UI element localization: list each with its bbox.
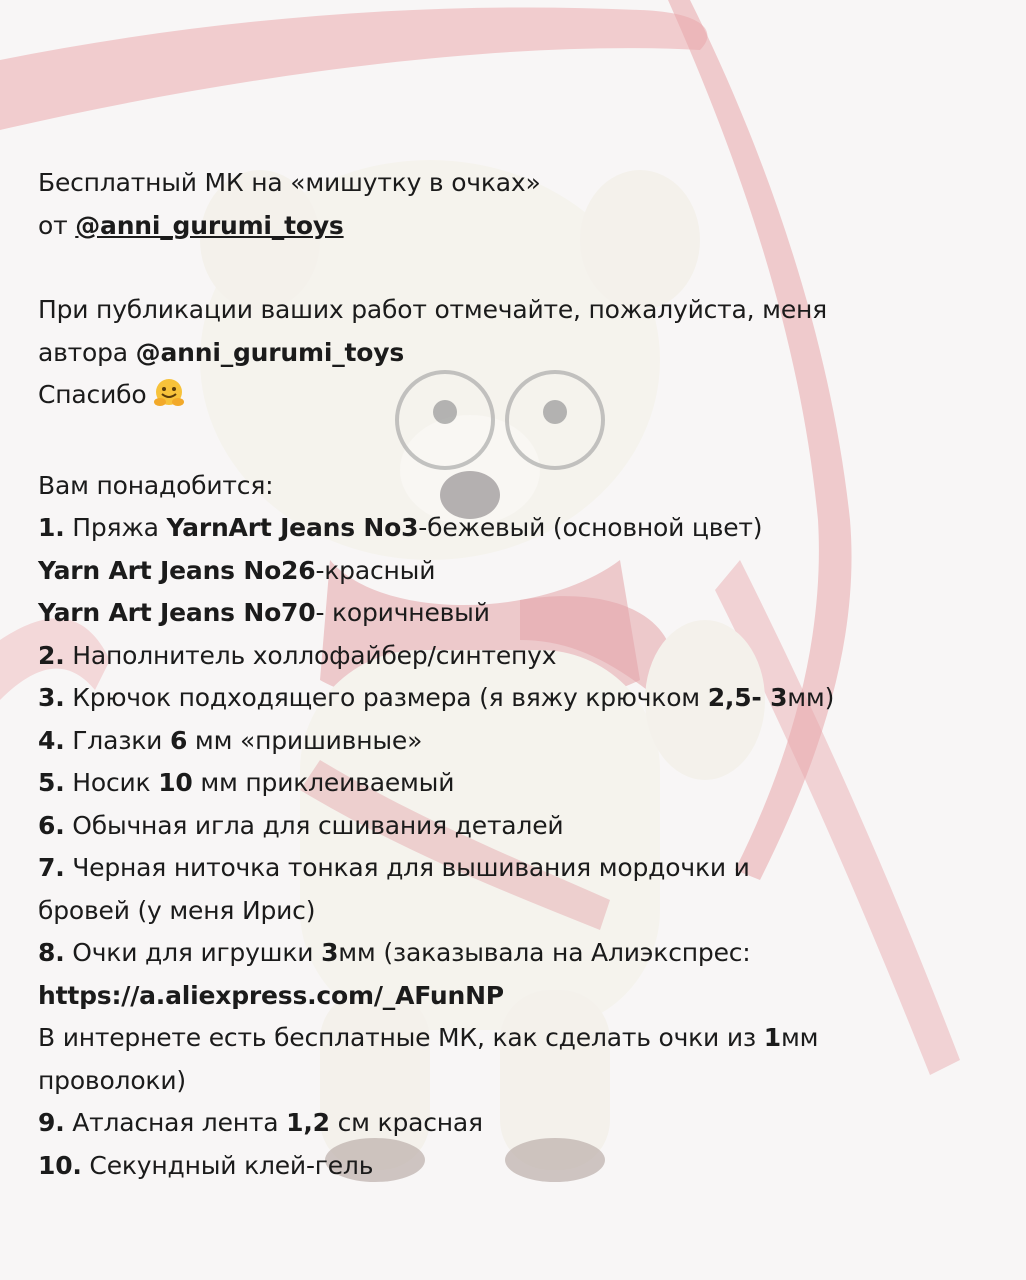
list-item-8-note: В интернете есть бесплатные МК, как сделать очки из 1мм [38, 1023, 819, 1052]
materials-heading: Вам понадобится: [38, 470, 274, 500]
pattern-text [38, 162, 998, 1187]
list-item-8: 8. Очки для игрушки 3мм (заказывала на Алиэкспрес: [38, 938, 751, 967]
author-handle-mention[interactable]: @anni_gurumi_toys [135, 337, 405, 367]
notice-line-1: При публикации ваших работ отмечайте, пожалуйста, меня [38, 295, 827, 324]
notice-line-2: автора @anni_gurumi_toys [38, 337, 405, 367]
author-line: от @anni_gurumi_toys [38, 210, 344, 240]
list-item-2: 2. Наполнитель холлофайбер/синтепух [38, 640, 557, 670]
aliexpress-link[interactable]: https://a.aliexpress.com/_AFunNP [38, 980, 504, 1010]
list-item-4: 4. Глазки 6 мм «пришивные» [38, 725, 423, 755]
list-item-7-cont: бровей (у меня Ирис) [38, 895, 316, 925]
list-item-5: 5. Носик 10 мм приклеиваемый [38, 768, 455, 797]
hugging-face-icon [152, 377, 186, 423]
list-item-10: 10. Секундный клей-гель [38, 1150, 374, 1180]
title: Бесплатный МК на «мишутку в очках» [38, 168, 541, 197]
author-handle-link[interactable]: @anni_gurumi_toys [75, 210, 344, 240]
list-item-6: 6. Обычная игла для сшивания деталей [38, 810, 564, 840]
list-item-1c: Yarn Art Jeans No70- коричневый [38, 598, 490, 627]
list-item-3: 3. Крючок подходящего размера (я вяжу крючком 2,5- 3мм) [38, 683, 835, 712]
list-item-1: 1. Пряжа YarnArt Jeans No3-бежевый (основной цвет) [38, 513, 763, 542]
list-item-8-note-cont: проволоки) [38, 1065, 186, 1095]
list-item-1b: Yarn Art Jeans No26-красный [38, 555, 436, 585]
thanks-line: Спасибо [38, 374, 998, 423]
list-item-7: 7. Черная ниточка тонкая для вышивания мордочки и [38, 853, 750, 882]
list-item-9: 9. Атласная лента 1,2 см красная [38, 1108, 483, 1137]
